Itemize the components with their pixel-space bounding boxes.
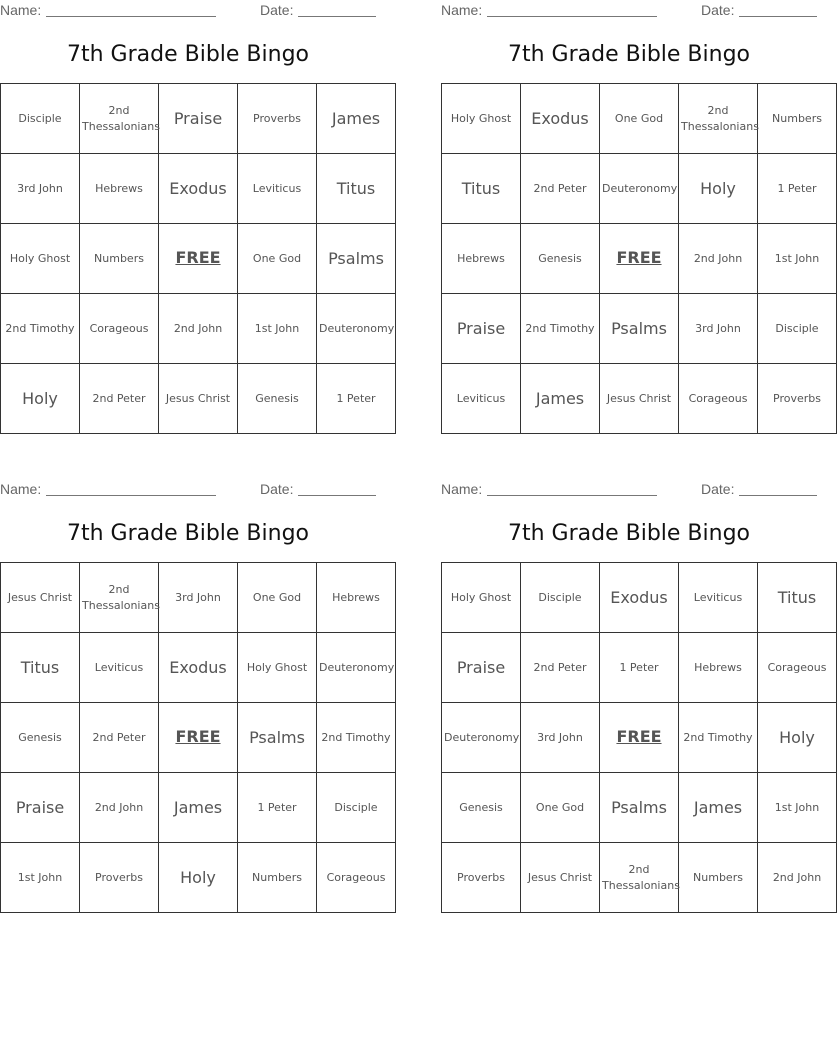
bingo-cell: 2nd Thessalonians: [600, 843, 679, 913]
bingo-cell: 2nd Timothy: [1, 294, 80, 364]
bingo-row: [442, 294, 837, 364]
bingo-cell: Psalms: [317, 224, 396, 294]
bingo-row: [442, 84, 837, 154]
free-space-cell: [600, 703, 679, 773]
bingo-cell: 1 Peter: [600, 633, 679, 703]
bingo-row: [1, 154, 396, 224]
bingo-cell: Exodus: [159, 154, 238, 224]
bingo-cell: Psalms: [238, 703, 317, 773]
bingo-cell: Holy: [758, 703, 837, 773]
bingo-cell: 2nd Timothy: [679, 703, 758, 773]
bingo-cell: 2nd Peter: [80, 703, 159, 773]
bingo-cell: 2nd John: [159, 294, 238, 364]
bingo-cell: James: [521, 364, 600, 434]
name-blank: [46, 16, 216, 17]
bingo-cell: Titus: [317, 154, 396, 224]
bingo-row: [442, 563, 837, 633]
bingo-cell: Jesus Christ: [521, 843, 600, 913]
bingo-cell: Disciple: [317, 773, 396, 843]
date-blank: [298, 495, 376, 496]
free-space-cell: [159, 703, 238, 773]
card-header: [0, 481, 376, 499]
card-header: [441, 481, 817, 499]
bingo-cell: Genesis: [238, 364, 317, 434]
card-title: 7th Grade Bible Bingo: [507, 521, 750, 546]
bingo-cell: 2nd Peter: [521, 154, 600, 224]
bingo-cell: 2nd Timothy: [317, 703, 396, 773]
bingo-card: [0, 0, 395, 436]
date-label: Date:: [260, 2, 294, 18]
bingo-card: [441, 479, 827, 915]
bingo-cell: 3rd John: [159, 563, 238, 633]
free-space-cell: [159, 224, 238, 294]
bingo-cell: Deuteronomy: [317, 633, 396, 703]
bingo-row: [442, 633, 837, 703]
date-label: Date:: [701, 481, 735, 497]
bingo-cell: Holy Ghost: [1, 224, 80, 294]
bingo-cell: Numbers: [758, 84, 837, 154]
bingo-cell: Holy: [159, 843, 238, 913]
bingo-cell: Leviticus: [679, 563, 758, 633]
bingo-cell: Titus: [1, 633, 80, 703]
bingo-cell: Hebrews: [442, 224, 521, 294]
bingo-cell: Numbers: [238, 843, 317, 913]
bingo-cell: Holy: [679, 154, 758, 224]
bingo-cell: Proverbs: [238, 84, 317, 154]
bingo-cell: 2nd Timothy: [521, 294, 600, 364]
name-blank: [46, 495, 216, 496]
bingo-cell: 3rd John: [679, 294, 758, 364]
free-space-cell: [600, 224, 679, 294]
bingo-cell: 2nd John: [679, 224, 758, 294]
bingo-cell: Disciple: [1, 84, 80, 154]
bingo-cell: Holy Ghost: [442, 563, 521, 633]
bingo-cell: Praise: [1, 773, 80, 843]
bingo-cell: Praise: [442, 633, 521, 703]
bingo-row: [1, 224, 396, 294]
bingo-cell: 1 Peter: [317, 364, 396, 434]
name-label: Name:: [0, 481, 42, 497]
bingo-cell: Exodus: [159, 633, 238, 703]
bingo-cell: Holy: [1, 364, 80, 434]
name-label: Name:: [0, 2, 42, 18]
card-title: 7th Grade Bible Bingo: [507, 42, 750, 67]
bingo-row: [442, 843, 837, 913]
date-label: Date:: [260, 481, 294, 497]
bingo-cell: Jesus Christ: [600, 364, 679, 434]
bingo-cell: 1st John: [758, 773, 837, 843]
bingo-cell: Psalms: [600, 773, 679, 843]
bingo-cell: Corageous: [80, 294, 159, 364]
bingo-card: [0, 479, 395, 915]
name-label: Name:: [441, 481, 483, 497]
bingo-cell: 2nd John: [758, 843, 837, 913]
bingo-row: [442, 364, 837, 434]
free-space-label: FREE: [616, 726, 662, 746]
bingo-cell: Proverbs: [442, 843, 521, 913]
bingo-cell: Jesus Christ: [1, 563, 80, 633]
bingo-row: [1, 84, 396, 154]
bingo-cell: Leviticus: [238, 154, 317, 224]
bingo-row: [1, 563, 396, 633]
bingo-grid: [0, 562, 396, 913]
bingo-cell: 1st John: [238, 294, 317, 364]
bingo-cell: Genesis: [1, 703, 80, 773]
bingo-cell: 2nd Peter: [521, 633, 600, 703]
bingo-cell: Corageous: [317, 843, 396, 913]
bingo-cell: 1st John: [758, 224, 837, 294]
bingo-cell: Numbers: [679, 843, 758, 913]
bingo-cell: Disciple: [521, 563, 600, 633]
bingo-cell: Deuteronomy: [317, 294, 396, 364]
bingo-cell: Corageous: [679, 364, 758, 434]
bingo-cell: Genesis: [442, 773, 521, 843]
bingo-row: [1, 364, 396, 434]
card-header: [0, 2, 376, 20]
bingo-cell: Praise: [442, 294, 521, 364]
bingo-cell: Disciple: [758, 294, 837, 364]
bingo-cell: 2nd Peter: [80, 364, 159, 434]
bingo-row: [442, 703, 837, 773]
bingo-cell: 1 Peter: [758, 154, 837, 224]
bingo-cell: James: [679, 773, 758, 843]
bingo-cell: Deuteronomy: [600, 154, 679, 224]
bingo-cell: James: [159, 773, 238, 843]
free-space-label: FREE: [175, 726, 221, 746]
bingo-cell: Deuteronomy: [442, 703, 521, 773]
bingo-cell: Numbers: [80, 224, 159, 294]
date-label: Date:: [701, 2, 735, 18]
bingo-grid: [441, 562, 837, 913]
bingo-cell: 3rd John: [521, 703, 600, 773]
free-space-label: FREE: [175, 247, 221, 267]
bingo-cell: One God: [521, 773, 600, 843]
bingo-cell: One God: [238, 563, 317, 633]
bingo-cell: Titus: [442, 154, 521, 224]
card-title: 7th Grade Bible Bingo: [66, 521, 309, 546]
bingo-row: [442, 773, 837, 843]
bingo-row: [1, 703, 396, 773]
bingo-cell: Praise: [159, 84, 238, 154]
bingo-cell: James: [317, 84, 396, 154]
bingo-cell: Leviticus: [442, 364, 521, 434]
bingo-cell: Proverbs: [80, 843, 159, 913]
bingo-cell: 2nd John: [80, 773, 159, 843]
bingo-cell: Holy Ghost: [442, 84, 521, 154]
bingo-row: [442, 224, 837, 294]
bingo-cell: 2nd Thessalonians: [679, 84, 758, 154]
bingo-grid: [0, 83, 396, 434]
bingo-cell: Hebrews: [679, 633, 758, 703]
bingo-cell: Corageous: [758, 633, 837, 703]
bingo-cell: 3rd John: [1, 154, 80, 224]
bingo-cell: Leviticus: [80, 633, 159, 703]
free-space-label: FREE: [616, 247, 662, 267]
bingo-cell: Holy Ghost: [238, 633, 317, 703]
bingo-cell: Exodus: [521, 84, 600, 154]
bingo-row: [1, 633, 396, 703]
bingo-cell: 1 Peter: [238, 773, 317, 843]
bingo-cell: One God: [238, 224, 317, 294]
card-title: 7th Grade Bible Bingo: [66, 42, 309, 67]
date-blank: [298, 16, 376, 17]
bingo-cell: Exodus: [600, 563, 679, 633]
bingo-cell: Psalms: [600, 294, 679, 364]
bingo-cell: 1st John: [1, 843, 80, 913]
date-blank: [739, 16, 817, 17]
date-blank: [739, 495, 817, 496]
bingo-cell: Titus: [758, 563, 837, 633]
card-header: [441, 2, 817, 20]
name-label: Name:: [441, 2, 483, 18]
bingo-row: [1, 843, 396, 913]
bingo-cell: 2nd Thessalonians: [80, 84, 159, 154]
bingo-card: [441, 0, 822, 436]
name-blank: [487, 495, 657, 496]
bingo-cell: Jesus Christ: [159, 364, 238, 434]
bingo-cell: 2nd Thessalonians: [80, 563, 159, 633]
bingo-row: [1, 294, 396, 364]
bingo-cell: Proverbs: [758, 364, 837, 434]
bingo-row: [442, 154, 837, 224]
bingo-cell: Hebrews: [317, 563, 396, 633]
bingo-row: [1, 773, 396, 843]
bingo-grid: [441, 83, 837, 434]
bingo-cell: Genesis: [521, 224, 600, 294]
bingo-cell: One God: [600, 84, 679, 154]
name-blank: [487, 16, 657, 17]
bingo-cell: Hebrews: [80, 154, 159, 224]
